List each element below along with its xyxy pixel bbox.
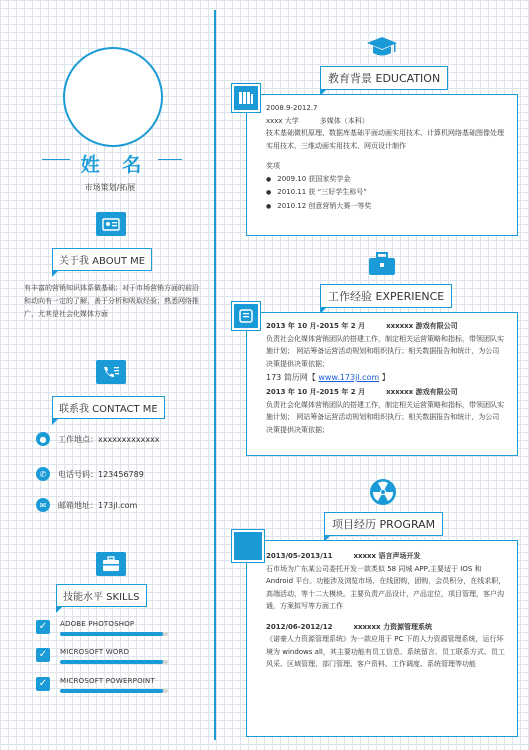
check-icon: ✓: [36, 620, 50, 634]
project-square-icon: [232, 530, 264, 562]
radiation-icon: [369, 478, 397, 510]
education-title: 教育背景 EDUCATION: [320, 66, 448, 90]
project2-desc: 《诺豪人力资源管理系统》为一款应用于 PC 下的人力资源管理系统，运行环境为 windows all，其主要功能有员工信息、系统留言、员工联系方式、员工风采、区域管理、部门管理、客户资料、工作调度、系统管理等功能: [266, 635, 505, 668]
skill-level: [60, 632, 163, 636]
contact-address: [36, 432, 160, 446]
briefcase-id-icon: [96, 212, 126, 236]
name-rule-right: [158, 159, 182, 160]
job2-desc: 负责社会化媒体营销团队的搭建工作，制定相关运营策略和指标，带领团队实施计划； 网站筹备运营活动规划和组织执行；相关数据报告和统计，为公司决策提供决策依据；: [266, 400, 504, 434]
avatar-circle: [63, 47, 163, 147]
site-link[interactable]: www.173jl.com: [318, 373, 380, 382]
person-role: 市场策划/拓展: [84, 183, 136, 192]
contact-title: 联系我 CONTACT ME: [52, 396, 165, 419]
skill-level: [60, 660, 163, 664]
skill-name: MICROSOFT WORD: [60, 648, 130, 656]
job1-desc: 负责社会化媒体营销团队的搭建工作，制定相关运营策略和指标，带领团队实施计划； 网站筹备运营活动规划和组织执行；相关数据报告和统计，为公司决策提供决策依据；: [266, 334, 504, 368]
skill-name: ADOBE PHOTOSHOP: [60, 620, 135, 628]
education-period: 2008.9-2012.7: [266, 104, 318, 112]
projects-content: [266, 550, 506, 671]
link-prefix: 173 简历网【: [266, 373, 316, 382]
education-courses: 技术基础微机原理、数据库基础平面动画实用技术、计算机网络基础图像处理实用技术、三维动画实用技术、网页设计制作: [266, 129, 504, 150]
awards-title: 奖项: [266, 162, 280, 170]
address-text: 工作地点：xxxxxxxxxxxxx: [58, 434, 160, 444]
skill-bar: [60, 689, 168, 693]
phone-text: 电话号码：123456789: [58, 469, 144, 479]
toolbox-icon: [96, 552, 126, 576]
check-icon: ✓: [36, 648, 50, 662]
award-item: ● 2010.11 获 “三好学生称号”: [266, 186, 506, 200]
skill-bar: [60, 632, 168, 636]
graduation-cap-icon: [366, 36, 398, 62]
job1-header: 2013 年 10 月-2015 年 2 月 xxxxxx 游戏有限公司: [266, 322, 458, 330]
column-divider: [214, 10, 216, 740]
about-text: 有丰富的营销知识体系做基础；对于市场营销方面的前沿和动向有一定的了解，善于分析和吸取经验；熟悉网络推广，尤其是社会化媒体方面: [24, 284, 199, 318]
contact-email: [36, 498, 137, 512]
project2-header: 2012/06-2012/12 xxxxxx 力资源管理系统: [266, 622, 432, 631]
education-school: xxxx 大学 多媒体（本科）: [266, 116, 369, 125]
project1-header: 2013/05-2013/11 xxxxx 语言声场开发: [266, 552, 421, 560]
education-content: [266, 102, 506, 213]
phone-icon: ✆: [36, 467, 50, 481]
contact-phone: [36, 467, 144, 481]
check-icon: ✓: [36, 677, 50, 691]
award-item: ● 2009.10 获国家奖学金: [266, 173, 506, 187]
about-title: 关于我 ABOUT ME: [52, 248, 152, 271]
email-text: 邮箱地址：173jl.com: [58, 500, 138, 510]
phone-list-icon: [96, 360, 126, 384]
experience-content: [266, 320, 506, 436]
mail-icon: ✉: [36, 498, 50, 512]
projects-title: 项目经历 PROGRAM: [324, 512, 443, 536]
briefcase-icon: [368, 252, 396, 280]
link-suffix: 】: [381, 373, 390, 382]
skills-title: 技能水平 SKILLS: [56, 584, 147, 607]
project1-desc: 石市场为广东某公司委托开发一款类似 58 同城 APP,主要适于 IOS 和 Android 平台。功能涉及浏览市场，在线团购，团购，会员积分，在线求职，高端活动，等十二大模块。主要负责产品设计，产品定位，项目管理，客户沟通，方案拟写等方面工作: [266, 564, 506, 610]
name-rule-left: [42, 159, 70, 160]
books-icon: [232, 84, 260, 112]
experience-title: 工作经验 EXPERIENCE: [320, 284, 452, 308]
skill-level: [60, 689, 163, 693]
skill-bar: [60, 660, 168, 664]
site-link-row: [266, 370, 506, 386]
notepad-icon: [232, 302, 260, 330]
skill-name: MICROSOFT POWERPOINT: [60, 677, 155, 685]
award-item: ● 2010.12 创意营销大赛一等奖: [266, 200, 506, 214]
location-pin-icon: ●: [36, 432, 50, 446]
person-name: 姓 名: [80, 154, 150, 176]
job2-header: 2013 年 10 月-2015 年 2 月 xxxxxx 游戏有限公司: [266, 388, 458, 396]
